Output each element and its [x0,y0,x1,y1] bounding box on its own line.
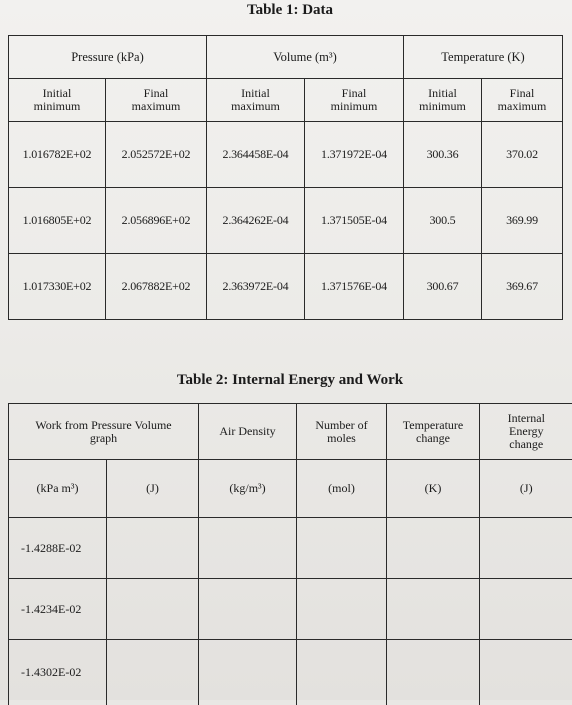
table-cell: 1.371505E-04 [305,188,404,254]
table-cell: 2.363972E-04 [207,254,305,320]
header-internal-energy: Internal Energy change [480,404,572,460]
table-row [9,254,563,320]
table-cell: 2.056896E+02 [106,188,207,254]
table-cell [297,579,387,640]
table-cell [480,518,572,579]
table-cell: 1.371576E-04 [305,254,404,320]
table-cell: -1.4234E-02 [9,579,107,640]
table-cell: 1.371972E-04 [305,122,404,188]
table-cell: 1.016782E+02 [9,122,106,188]
subheader-temperature-initial: Initial minimum [404,79,482,122]
table-cell: 2.067882E+02 [106,254,207,320]
unit-moles: (mol) [297,460,387,518]
table1-title: Table 1: Data [200,0,380,20]
table-row [9,579,572,640]
table-cell [107,640,199,705]
table-row [9,188,563,254]
table2-title: Table 2: Internal Energy and Work [130,370,450,390]
table-cell [297,640,387,705]
table-row [9,640,572,705]
unit-energy: (J) [480,460,572,518]
subheader-temperature-final: Final maximum [482,79,563,122]
subheader-pressure-initial: Initial minimum [9,79,106,122]
unit-density: (kg/m³) [199,460,297,518]
table-cell [387,518,480,579]
unit-temperature: (K) [387,460,480,518]
data-table [8,35,563,320]
table-row [9,518,572,579]
table-cell: 300.5 [404,188,482,254]
table-cell [480,640,572,705]
table-cell [387,579,480,640]
header-temperature: Temperature (K) [404,36,563,79]
unit-work-joule: (J) [107,460,199,518]
table-row [9,122,563,188]
table-cell [387,640,480,705]
subheader-pressure-final: Final maximum [106,79,207,122]
energy-work-table [8,403,572,705]
subheader-volume-initial: Initial maximum [207,79,305,122]
table-cell [199,579,297,640]
subheader-volume-final: Final minimum [305,79,404,122]
table-cell: -1.4288E-02 [9,518,107,579]
table-cell [297,518,387,579]
table-cell [480,579,572,640]
table-cell: 300.36 [404,122,482,188]
table-cell: 369.99 [482,188,563,254]
unit-work-kpa: (kPa m³) [9,460,107,518]
header-pressure: Pressure (kPa) [9,36,207,79]
table-cell: 1.017330E+02 [9,254,106,320]
table-cell: 2.364458E-04 [207,122,305,188]
table-cell: 369.67 [482,254,563,320]
table-cell [199,640,297,705]
table-cell [199,518,297,579]
header-volume: Volume (m³) [207,36,404,79]
table-cell: 2.052572E+02 [106,122,207,188]
table-cell: 370.02 [482,122,563,188]
table-cell: -1.4302E-02 [9,640,107,705]
table-cell: 300.67 [404,254,482,320]
table-cell: 1.016805E+02 [9,188,106,254]
header-temperature-change: Temperature change [387,404,480,460]
table-cell: 2.364262E-04 [207,188,305,254]
header-moles: Number of moles [297,404,387,460]
header-air-density: Air Density [199,404,297,460]
table-cell [107,579,199,640]
table-cell [107,518,199,579]
header-work: Work from Pressure Volume graph [9,404,199,460]
